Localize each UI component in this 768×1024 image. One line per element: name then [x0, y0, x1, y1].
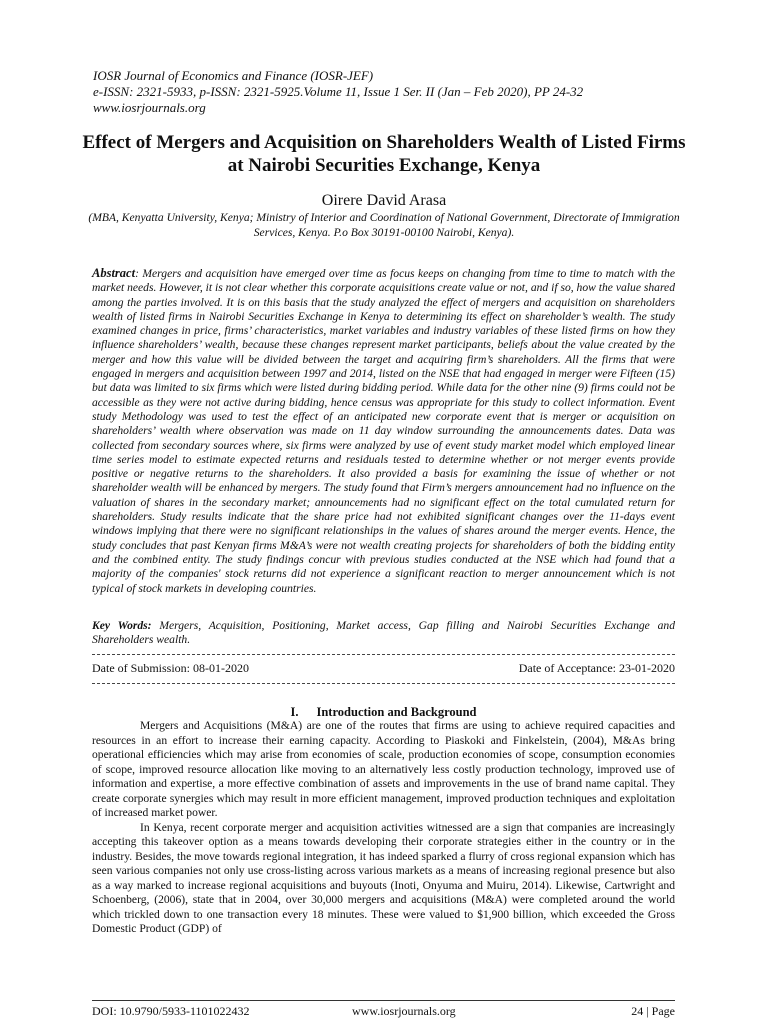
- journal-name: IOSR Journal of Economics and Finance (IOSR-JEF): [93, 68, 374, 83]
- author-name: Oirere David Arasa: [321, 192, 447, 209]
- keywords: [92, 619, 675, 648]
- author-affiliation: (MBA, Kenyatta University, Kenya; Ministry of Interior and Coordination of National Government, Directorate of Immigration Services, Kenya. P.o Box 30191-00100 Nairobi, Kenya).: [88, 211, 680, 239]
- abstract: [92, 266, 675, 596]
- section-heading: [92, 704, 675, 720]
- submission-date: Date of Submission: 08-01-2020: [92, 661, 249, 675]
- section-title: Introduction and Background: [316, 705, 477, 719]
- body-paragraph: In Kenya, recent corporate merger and acquisition activities witnessed are a sign that companies are increasingly accepting this takeover option as a means towards developing their corporate strategies either in the country or in the industry. Besides, the move towards regional integration, it has indeed sparked a flurry of cross regional expansion which has seen various companies not only use cross-listing across various markets as a means of increasing regional presence but also as a way marked to increase regional acquisitions and buyouts (Inoti, Onyuma and Muiru, 2014). Likewise, Cartwright and Schoenberg, (2006), state that in 2004, over 30,000 mergers and acquisitions (M&A) were completed around the world which trickled down to one transaction every 18 minutes. These were valued to $1,900 billion, which exceeded the Gross Domestic Product (GDP) of: [92, 820, 675, 935]
- acceptance-date: Date of Acceptance: 23-01-2020: [518, 661, 675, 675]
- abstract-label: Abstract: [92, 266, 136, 280]
- journal-header: [93, 68, 693, 116]
- divider-bottom: [92, 683, 675, 684]
- footer-page-number: 24 | Page: [631, 1004, 675, 1018]
- keywords-label: Key Words:: [92, 619, 152, 632]
- body-text: [92, 719, 675, 937]
- footer-website: www.iosrjournals.org: [352, 1004, 456, 1018]
- footer-doi: DOI: 10.9790/5933-1101022432: [92, 1004, 250, 1018]
- abstract-text: : Mergers and acquisition have emerged over time as focus keeps on changing from time to time to match with the market needs. However, it is not clear whether this corporate acquisitions create value or not, and if so, how the value shared among the parties involved. It is on this basis that the study analyzed the effect of mergers and acquisition on shareholders wealth of listed firms in Nairobi Securities Exchange in Kenya to determining its effect on shareholder’s wealth. The study examined changes in price, firms’ characteristics, market variables and industry variables of these listed firms on how they influence shareholders’ wealth, because these changes represent market participants, beliefs about the value created by the merger and how this value will be divided between the target and acquiring firm’s shareholders. All the firms that were engaged in mergers and acquisition between 1997 and 2014, listed on the NSE that had engaged in merger were Fifteen (15) but data was limited to six firms which were listed during bidding period. While data for the other nine (9) firms could not be accessible as they were not active during bidding, hence census was appropriate for this study to collect information. Event study Methodology was used to test the effect of an anticipated new corporate event that is merger or acquisition on shareholders’ wealth where observation was made on 11 day window surrounding the announcements dates. Data was collected from secondary sources where, six firms were analyzed by use of event study market model which employed linear time series model to estimate expected returns and residuals tested to determine whether or not merger events provide positive or negative returns to the shareholders. It also provided a basis for examining the issue of whether or not shareholder wealth will be enhanced by mergers. The study found that Firm’s mergers announcement had no influence on the valuation of shares in the secondary market; announcements had no significant effect on the total cumulated return for shareholders. Study results indicate that the share price had not exhibited significant changes over the 11-days event windows implying that there were no significant relationships in the values of shares around the merger events. Hence, the study concludes that past Kenyan firms M&A’s were not wealth creating projects for shareholders of both the bidding entity and the combined entity. The study findings concur with previous studies conducted at the NSE which had found that a majority of the companies' stock returns did not experience a significant reaction to merger announcement which is not typical of stock markets in developing countries.: [92, 267, 675, 595]
- journal-issn: e-ISSN: 2321-5933, p-ISSN: 2321-5925.Volume 11, Issue 1 Ser. II (Jan – Feb 2020), PP 24-32: [93, 84, 584, 99]
- journal-website: www.iosrjournals.org: [93, 100, 206, 115]
- body-paragraph: Mergers and Acquisitions (M&A) are one of the routes that firms are using to achieve required capacities and resources in an effort to increase their earning capacity. According to Piaskoki and Finkelstein, (2004), M&As bring operational efficiencies which may arise from economies of scale, production economies of scope, consumption economies of scope, improved resource allocation like moving to an alternatively less costly production technology, improved use of information and expertise, a more effective combination of assets and improvements in the use of brand name capital. They create corporate synergies which may result in more efficient management, improved production techniques and exploitation of increased market power.: [92, 719, 675, 819]
- paper-title: Effect of Mergers and Acquisition on Shareholders Wealth of Listed Firms at Nairobi Securities Exchange, Kenya: [82, 132, 686, 176]
- keywords-text: Mergers, Acquisition, Positioning, Market access, Gap filling and Nairobi Securities Exchange and Shareholders wealth.: [92, 619, 675, 647]
- footer-divider: [92, 1000, 675, 1001]
- section-number: I.: [290, 705, 299, 719]
- divider-top: [92, 654, 675, 655]
